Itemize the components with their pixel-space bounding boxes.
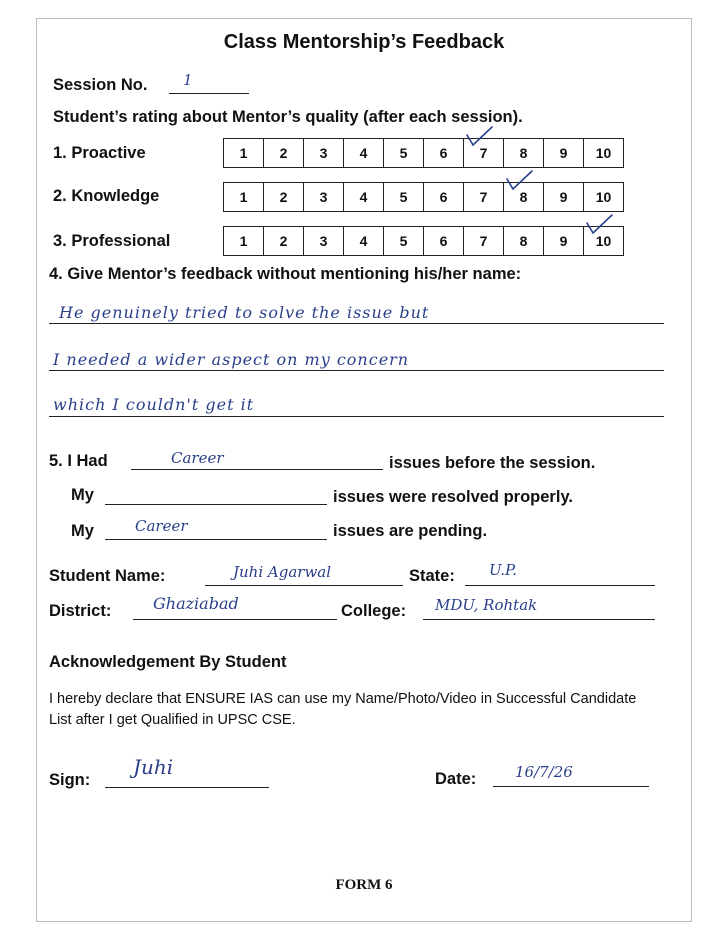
ack-heading: Acknowledgement By Student xyxy=(49,653,287,671)
rating-cell[interactable] xyxy=(264,227,304,256)
rating-cell[interactable] xyxy=(264,183,304,212)
college-value[interactable]: MDU, Rohtak xyxy=(435,596,538,614)
rating-cell-number: 8 xyxy=(519,233,528,249)
signature-value[interactable]: Juhi xyxy=(133,755,174,779)
rating-cell[interactable] xyxy=(424,183,464,212)
rating-cell-number: 2 xyxy=(279,189,288,205)
q4-line-3 xyxy=(49,416,664,417)
rating-cell-number: 8 xyxy=(519,145,528,161)
rating-cell[interactable] xyxy=(224,183,264,212)
college-label: College: xyxy=(341,602,407,620)
sign-underline xyxy=(105,787,269,788)
rating-cell[interactable] xyxy=(464,183,504,212)
rating-cell[interactable] xyxy=(504,227,544,256)
session-underline xyxy=(169,93,249,94)
rating-cell[interactable] xyxy=(344,227,384,256)
rating-cell[interactable] xyxy=(584,139,624,168)
college-underline xyxy=(423,619,655,620)
q4-label: 4. Give Mentor’s feedback without mentioning his/her name: xyxy=(49,265,522,283)
rating-cell-number: 4 xyxy=(359,233,368,249)
q4-answer-line-1[interactable]: He genuinely tried to solve the issue but xyxy=(59,303,430,322)
q4-line-1 xyxy=(49,323,664,324)
rating-cell[interactable] xyxy=(544,139,584,168)
rating-cell-number: 10 xyxy=(595,145,612,161)
date-underline xyxy=(493,786,649,787)
rating-cell-number: 2 xyxy=(279,233,288,249)
check-mark-icon xyxy=(464,125,503,149)
session-label: Session No. xyxy=(53,76,148,94)
rating-cell[interactable] xyxy=(544,227,584,256)
rating-cell[interactable] xyxy=(264,139,304,168)
rating-cell[interactable] xyxy=(344,183,384,212)
student-name-value[interactable]: Juhi Agarwal xyxy=(233,563,332,581)
rating-cell-number: 6 xyxy=(439,233,448,249)
rating-cell-number: 3 xyxy=(319,145,328,161)
rating-cell[interactable] xyxy=(384,227,424,256)
rating-cell[interactable] xyxy=(504,139,544,168)
q5-pending-value[interactable]: Career xyxy=(135,517,188,535)
date-value[interactable]: 16/7/26 xyxy=(515,763,573,781)
declaration-text: I hereby declare that ENSURE IAS can use my Name/Photo/Video in Successful Candidate List after I get Qualified in UPSC CSE. xyxy=(49,691,637,728)
q5-had-underline xyxy=(131,469,383,470)
q5-had-suffix: issues before the session. xyxy=(389,454,596,472)
rating-cell[interactable] xyxy=(224,227,264,256)
rating-cell-number: 8 xyxy=(519,189,528,205)
rating-cell[interactable] xyxy=(344,139,384,168)
date-label: Date: xyxy=(435,770,477,788)
rating-cell[interactable] xyxy=(584,183,624,212)
state-underline xyxy=(465,585,655,586)
rating-grid-professional[interactable] xyxy=(223,226,624,256)
rating-label-knowledge: 2. Knowledge xyxy=(53,187,160,205)
rating-cell[interactable] xyxy=(304,183,344,212)
q4-answer-line-2[interactable]: I needed a wider aspect on my concern xyxy=(53,350,410,369)
rating-cell[interactable] xyxy=(464,227,504,256)
q4-line-2 xyxy=(49,370,664,371)
student-name-underline xyxy=(205,585,403,586)
q5-my-resolved-label: My xyxy=(71,486,94,504)
rating-cell-number: 10 xyxy=(595,189,612,205)
rating-cell-number: 3 xyxy=(319,233,328,249)
district-value[interactable]: Ghaziabad xyxy=(153,594,239,613)
rating-cell-number: 10 xyxy=(595,233,612,249)
state-label: State: xyxy=(409,567,455,585)
rating-cell[interactable] xyxy=(384,139,424,168)
rating-cell-number: 1 xyxy=(239,145,248,161)
q4-answer-line-3[interactable]: which I couldn't get it xyxy=(53,395,255,414)
check-mark-icon xyxy=(504,169,543,193)
rating-cell-number: 5 xyxy=(399,145,408,161)
session-value[interactable]: 1 xyxy=(183,71,193,89)
rating-cell-number: 6 xyxy=(439,145,448,161)
rating-cell[interactable] xyxy=(544,183,584,212)
feedback-form-page xyxy=(36,18,692,922)
q5-resolved-suffix: issues were resolved properly. xyxy=(333,488,573,506)
q5-my-pending-label: My xyxy=(71,522,94,540)
rating-cell[interactable] xyxy=(584,227,624,256)
rating-cell-number: 1 xyxy=(239,189,248,205)
q5-pending-suffix: issues are pending. xyxy=(333,522,488,540)
rating-cell-number: 9 xyxy=(559,189,568,205)
q5-had-value[interactable]: Career xyxy=(171,449,224,467)
rating-cell[interactable] xyxy=(384,183,424,212)
rating-intro: Student’s rating about Mentor’s quality (after each session). xyxy=(53,108,523,126)
rating-cell-number: 2 xyxy=(279,145,288,161)
check-mark-icon xyxy=(584,213,623,237)
rating-cell-number: 7 xyxy=(479,233,488,249)
rating-grid-knowledge[interactable] xyxy=(223,182,624,212)
student-name-label: Student Name: xyxy=(49,567,166,585)
rating-cell-number: 5 xyxy=(399,233,408,249)
rating-label-professional: 3. Professional xyxy=(53,232,171,250)
district-underline xyxy=(133,619,337,620)
rating-cell-number: 9 xyxy=(559,145,568,161)
rating-label-proactive: 1. Proactive xyxy=(53,144,146,162)
rating-cell-number: 4 xyxy=(359,189,368,205)
rating-cell-number: 7 xyxy=(479,189,488,205)
q5-label: 5. I Had xyxy=(49,452,108,470)
rating-cell[interactable] xyxy=(304,139,344,168)
sign-label: Sign: xyxy=(49,771,91,789)
q5-resolved-underline xyxy=(105,504,327,505)
form-number: FORM 6 xyxy=(335,877,393,893)
rating-cell[interactable] xyxy=(464,139,504,168)
rating-cell-number: 3 xyxy=(319,189,328,205)
rating-cell[interactable] xyxy=(424,227,464,256)
q5-pending-underline xyxy=(105,539,327,540)
rating-cell-number: 4 xyxy=(359,145,368,161)
rating-cell[interactable] xyxy=(504,183,544,212)
rating-grid-proactive[interactable] xyxy=(223,138,624,168)
rating-cell-number: 1 xyxy=(239,233,248,249)
rating-cell[interactable] xyxy=(424,139,464,168)
rating-cell-number: 5 xyxy=(399,189,408,205)
district-label: District: xyxy=(49,602,112,620)
rating-cell[interactable] xyxy=(304,227,344,256)
rating-cell-number: 7 xyxy=(479,145,488,161)
rating-cell-number: 6 xyxy=(439,189,448,205)
rating-cell[interactable] xyxy=(224,139,264,168)
rating-cell-number: 9 xyxy=(559,233,568,249)
state-value[interactable]: U.P. xyxy=(489,561,517,579)
form-title: Class Mentorship’s Feedback xyxy=(223,31,505,53)
